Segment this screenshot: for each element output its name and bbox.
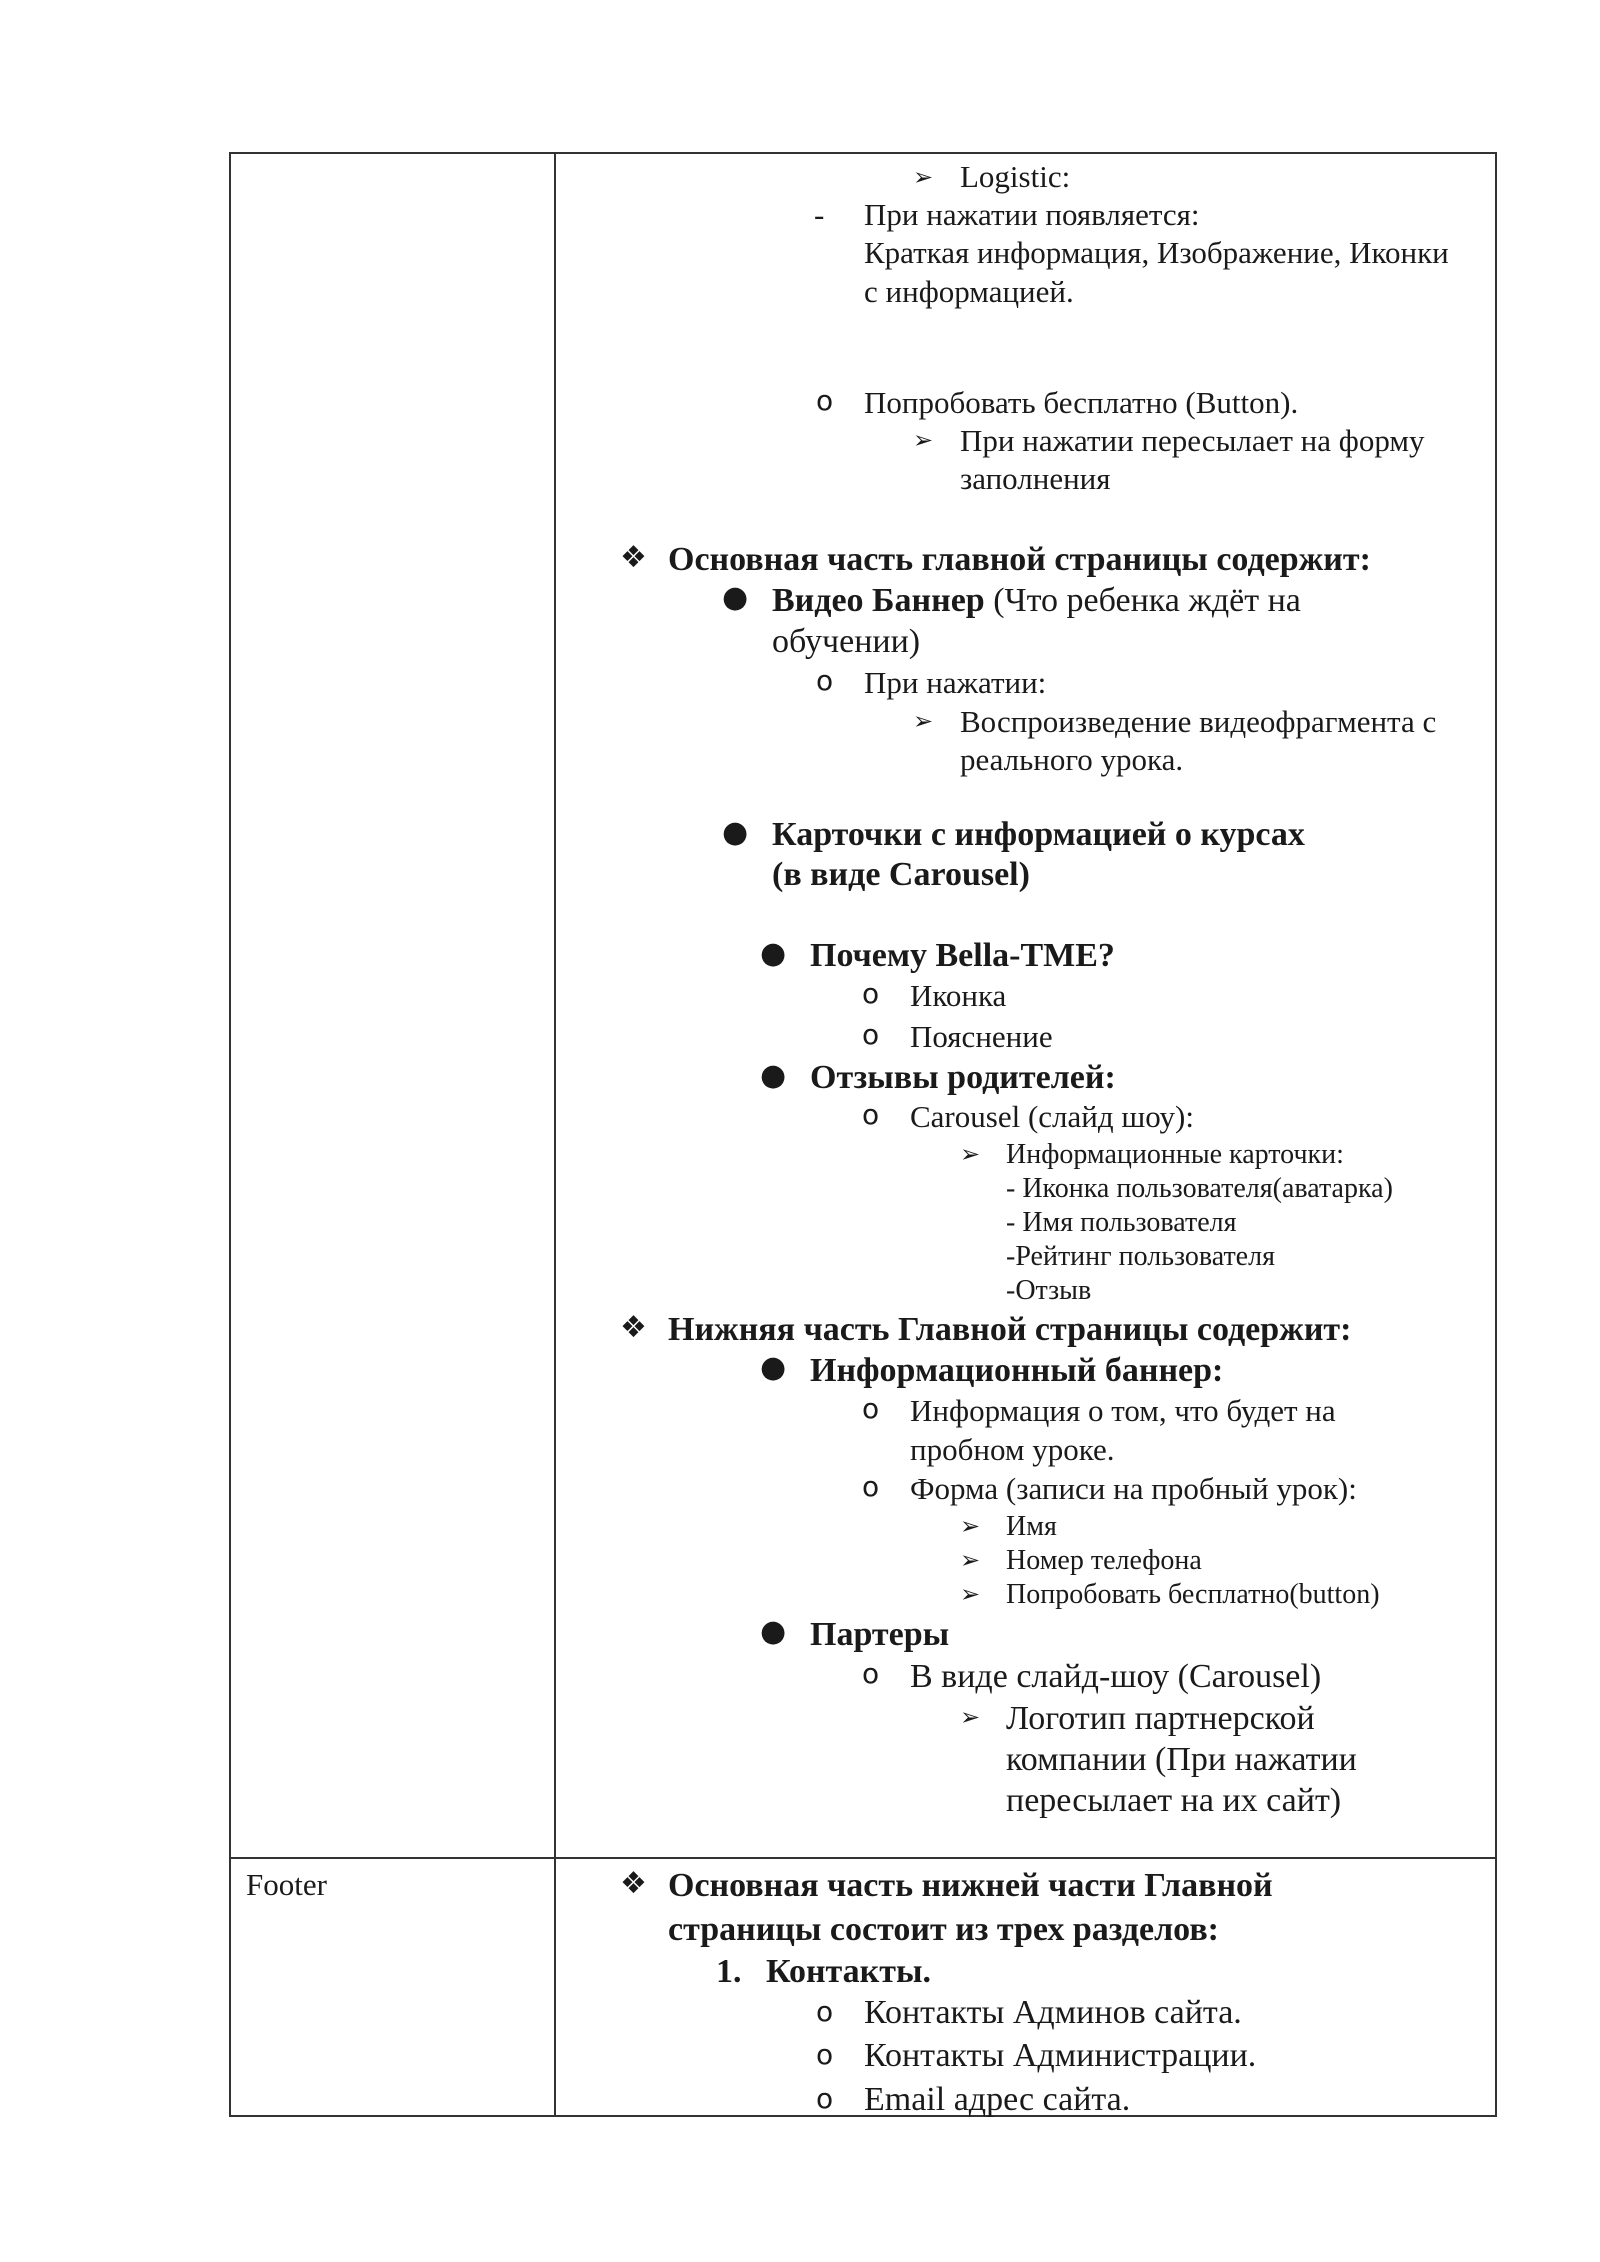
form-field-name: Имя	[1006, 1511, 1057, 1542]
card-line: -Отзыв	[1006, 1275, 1092, 1306]
icon-subitem: Иконка	[910, 978, 1007, 1013]
administration-contacts: Контакты Администрации.	[864, 2037, 1257, 2074]
hollow-circle-bullet-icon: o	[862, 1392, 880, 1425]
filled-round-bullet-icon: ●	[722, 580, 749, 615]
partners-item: Партеры	[810, 1616, 950, 1653]
arrowhead-bullet-icon: ➢	[960, 1703, 981, 1731]
course-cards-cont: (в виде Carousel)	[772, 856, 1030, 893]
video-banner-note: (Что ребенка ждёт на	[984, 582, 1301, 619]
logistic-item: Logistic:	[960, 159, 1071, 194]
column-divider	[554, 152, 556, 2117]
hollow-circle-bullet-icon: o	[816, 1995, 834, 2028]
admins-contacts: Контакты Админов сайта.	[864, 1994, 1242, 2031]
hollow-circle-bullet-icon: o	[862, 1018, 880, 1051]
footer-cell-label: Footer	[246, 1867, 327, 1902]
carousel-subitem: Carousel (слайд шоу):	[910, 1099, 1194, 1134]
video-banner-cont: обучении)	[772, 623, 921, 660]
try-redirect-text: При нажатии пересылает на форму	[960, 423, 1425, 458]
form-subitem: Форма (записи на пробный урок):	[910, 1471, 1357, 1506]
appears-text: При нажатии появляется:	[864, 197, 1200, 232]
filled-round-bullet-icon: ●	[722, 815, 749, 850]
try-redirect-cont: заполнения	[960, 461, 1111, 496]
filled-round-bullet-icon: ●	[760, 936, 787, 971]
footer-heading: Основная часть нижней части Главной	[668, 1867, 1273, 1904]
bottom-section-heading: Нижняя часть Главной страницы содержит:	[668, 1311, 1352, 1348]
why-item: Почему Bella-TME?	[810, 937, 1115, 974]
filled-round-bullet-icon: ●	[760, 1058, 787, 1093]
four-diamond-bullet-icon: ❖	[620, 1310, 647, 1345]
hollow-circle-bullet-icon: o	[862, 1470, 880, 1503]
card-line: - Иконка пользователя(аватарка)	[1006, 1173, 1393, 1204]
partner-logo-cont: компании (При нажатии	[1006, 1741, 1357, 1778]
partner-logo-cont: пересылает на их сайт)	[1006, 1782, 1342, 1819]
hollow-circle-bullet-icon: o	[816, 2038, 834, 2071]
arrowhead-bullet-icon: ➢	[960, 1512, 981, 1540]
playback-cont: реального урока.	[960, 742, 1184, 777]
arrowhead-bullet-icon: ➢	[913, 163, 934, 191]
row-divider	[229, 1857, 1497, 1859]
course-cards-item: Карточки с информацией о курсах	[772, 816, 1305, 853]
slideshow-subitem: В виде слайд-шоу (Carousel)	[910, 1658, 1322, 1695]
info-text-cont: пробном уроке.	[910, 1432, 1115, 1467]
form-try-button: Попробовать бесплатно(button)	[1006, 1579, 1380, 1610]
video-banner-label: Видео Баннер	[772, 582, 985, 619]
hollow-circle-bullet-icon: o	[862, 1657, 880, 1690]
four-diamond-bullet-icon: ❖	[620, 540, 647, 575]
hollow-circle-bullet-icon: o	[862, 977, 880, 1010]
arrowhead-bullet-icon: ➢	[913, 707, 934, 735]
appears-detail: Краткая информация, Изображение, Иконки	[864, 235, 1449, 270]
filled-round-bullet-icon: ●	[760, 1614, 787, 1649]
main-section-heading: Основная часть главной страницы содержит:	[668, 541, 1371, 578]
try-free-item: Попробовать бесплатно (Button).	[864, 385, 1299, 420]
four-diamond-bullet-icon: ❖	[620, 1866, 647, 1901]
card-line: - Имя пользователя	[1006, 1207, 1237, 1238]
site-email: Email адрес сайта.	[864, 2081, 1131, 2118]
arrowhead-bullet-icon: ➢	[913, 426, 934, 454]
form-field-phone: Номер телефона	[1006, 1545, 1202, 1576]
info-cards-text: Информационные карточки:	[1006, 1139, 1344, 1170]
arrowhead-bullet-icon: ➢	[960, 1140, 981, 1168]
hollow-circle-bullet-icon: o	[816, 2082, 834, 2115]
arrowhead-bullet-icon: ➢	[960, 1546, 981, 1574]
info-text: Информация о том, что будет на	[910, 1393, 1336, 1428]
list-number: 1.	[716, 1953, 742, 1990]
explain-subitem: Пояснение	[910, 1019, 1053, 1054]
playback-text: Воспроизведение видеофрагмента с	[960, 704, 1437, 739]
on-click-item: При нажатии:	[864, 665, 1047, 700]
hollow-circle-bullet-icon: o	[862, 1098, 880, 1131]
footer-heading-cont: страницы состоит из трех разделов:	[668, 1911, 1220, 1948]
partner-logo-text: Логотип партнерской	[1006, 1700, 1315, 1737]
contacts-item: Контакты.	[766, 1953, 932, 1990]
appears-detail-cont: с информацией.	[864, 274, 1074, 309]
video-banner-item	[772, 584, 1301, 618]
info-banner-item: Информационный баннер:	[810, 1352, 1224, 1389]
reviews-item: Отзывы родителей:	[810, 1059, 1116, 1096]
dash-marker: -	[814, 197, 825, 232]
hollow-circle-bullet-icon: o	[816, 664, 834, 697]
card-line: -Рейтинг пользователя	[1006, 1241, 1275, 1272]
filled-round-bullet-icon: ●	[760, 1350, 787, 1385]
hollow-circle-bullet-icon: o	[816, 384, 834, 417]
arrowhead-bullet-icon: ➢	[960, 1580, 981, 1608]
